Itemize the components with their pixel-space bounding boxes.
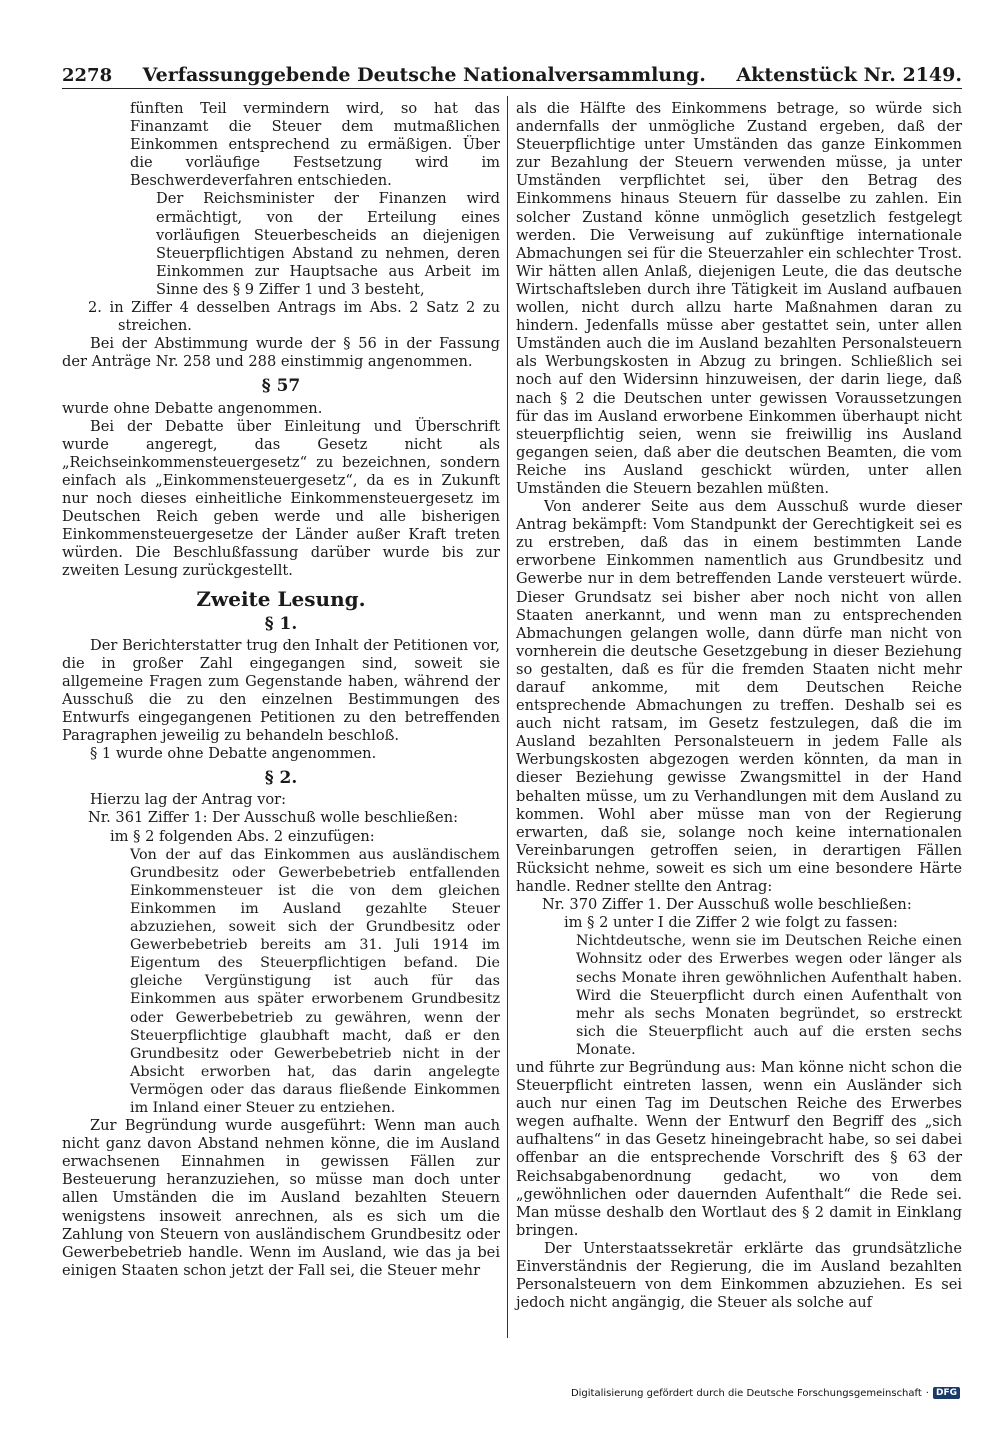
paragraph: fünften Teil vermindern wird, so hat das Finanzamt die Steuer dem mutmaßlichen Einkommen entsprechend zu ermäßigen. Über die vorläufige Festsetzung wird im Beschwerdeverfahren entschieden. — [130, 100, 500, 190]
paragraph: und führte zur Begründung aus: Man könne nicht schon die Steuerpflicht eintreten lassen, wenn ein Ausländer sich auch nur einen Tag im Deutschen Reiche des Erwerbes wegen aufhalte. Wenn der Entwurf den Begriff des „sich aufhaltens“ in das Gesetz hineingebracht habe, so sei dabei offenbar an die entsprechende Vorschrift des § 63 der Reichsabgabenordnung gedacht, wo von dem „gewöhnlichen oder dauernden Aufenthalt“ die Rede sei. Man müsse deshalb den Wortlaut des § 2 damit in Einklang bringen. — [516, 1058, 962, 1239]
section-heading: § 2. — [264, 768, 298, 789]
paragraph: § 1 wurde ohne Debatte angenommen. — [90, 745, 377, 763]
column-divider — [507, 96, 508, 1338]
quoted-text: Nichtdeutsche, wenn sie im Deutschen Reiche einen Wohnsitz oder des Erwerbes wegen oder länger als sechs Monate ihren gewöhnlichen Aufenthalt haben. Wird die Steuerpflicht durch einen Aufenthalt von mehr als sechs Monaten begründet, so erstreckt sich die Steuerpflicht auch auf die ersten sechs Monate. — [576, 933, 962, 1058]
list-item: 2. in Ziffer 4 desselben Antrags im Abs. 2 Satz 2 zu streichen. — [88, 299, 500, 335]
motion-line: Nr. 361 Ziffer 1: Der Ausschuß wolle beschließen: — [88, 809, 459, 827]
paragraph: Bei der Abstimmung wurde der § 56 in der Fassung der Anträge Nr. 258 und 288 einstimmig angenommen. — [62, 335, 500, 371]
section-heading: § 57 — [261, 376, 301, 397]
motion-line: im § 2 unter I die Ziffer 2 wie folgt zu fassen: — [564, 914, 898, 932]
motion-line: Nr. 370 Ziffer 1. Der Ausschuß wolle beschließen: — [542, 896, 912, 914]
header-rule — [62, 88, 962, 89]
paragraph: Bei der Debatte über Einleitung und Überschrift wurde angeregt, das Gesetz nicht als „Reichseinkommensteuergesetz“ zu bezeichnen, sondern einfach als „Einkommensteuergesetz“, da es in Zukunft nur noch dieses einheitliche Einkommensteuergesetz im Deutschen Reich geben werde und alle bisherigen Einkommensteuergesetze der Länder außer Kraft treten würden. Die Beschlußfassung darüber wurde bis zur zweiten Lesung zurückgestellt. — [62, 417, 500, 580]
motion-line: im § 2 folgenden Abs. 2 einzufügen: — [110, 827, 375, 845]
credit-text: Digitalisierung gefördert durch die Deutsche Forschungsgemeinschaft — [570, 1387, 922, 1399]
page-number: 2278 — [62, 65, 113, 86]
paragraph: Von anderer Seite aus dem Ausschuß wurde dieser Antrag bekämpft: Vom Standpunkt der Gerechtigkeit sei es zu erstreben, daß das in einem bestimmten Lande erworbene Einkommen namentlich aus Grundbesitz und Gewerbe nur in dem betreffenden Lande versteuert würde. Dieser Grundsatz sei bisher aber noch nicht von allen Staaten anerkannt, und wenn man zu entsprechenden Abmachungen gelangen wolle, dann dürfe man nicht von vornherein die deutsche Gesetzgebung in dieser Beziehung so gestalten, daß es für die fremden Staaten nicht mehr darauf ankomme, mit dem Deutschen Reiche entsprechende Abmachungen zu treffen. Deshalb sei es auch nicht ratsam, im Gesetz festzulegen, daß die im Ausland bezahlten Personalsteuern in jedem Falle als Werbungskosten abgezogen werden könnten, da man in dieser Beziehung gewisse Zwangsmittel in der Hand behalten müsse, um zu Verhandlungen mit dem Ausland zu kommen. Wohl aber müsse man von der Regierung erwarten, daß sie, solange noch keine internationalen Vereinbarungen getroffen seien, in derartigen Fällen Rücksicht nehme, soweit es sich um eine besondere Härte handle. Redner stellte den Antrag: — [516, 498, 962, 896]
paragraph: wurde ohne Debatte angenommen. — [62, 399, 323, 417]
paragraph: Hierzu lag der Antrag vor: — [90, 791, 287, 809]
left-column — [62, 100, 500, 1280]
paragraph: als die Hälfte des Einkommens betrage, so würde sich andernfalls der unmögliche Zustand ergeben, daß der Steuerpflichtige unter Umständen das ganze Einkommen zur Bezahlung der Steuern verwenden müsse, ja unter Umständen verpflichtet sei, über den Betrag des Einkommens hinaus Steuern für dasselbe zu zahlen. Ein solcher Zustand könne unmöglich gesetzlich festgelegt werden. Die Verweisung auf zukünftige internationale Abmachungen sei für die Steuerzahler ein schlechter Trost. Wir hätten allen Anlaß, diejenigen Leute, die das deutsche Wirtschaftsleben durch ihre Tätigkeit im Ausland aufbauen wollen, nicht durch allzu harte Maßnahmen daran zu hindern. Jedenfalls müsse aber gestattet sein, unter allen Umständen auch die im Ausland bezahlten Personalsteuern als Werbungskosten in Abzug zu bringen. Schließlich sei noch auf den Widersinn hinzuweisen, der darin liege, daß nach § 2 die Deutschen unter gewissen Voraussetzungen für das im Ausland erworbene Einkommen überhaupt nicht steuerpflichtig seien, wenn sie freiwillig ins Ausland gegangen seien, daß aber die deutschen Beamten, die vom Reiche ins Ausland geschickt würden, unter allen Umständen die Steuern bezahlen müßten. — [516, 100, 962, 497]
paragraph: Zur Begründung wurde ausgeführt: Wenn man auch nicht ganz davon Abstand nehmen könne, die im Ausland erwachsenen Einnahmen in gewissen Fällen zur Besteuerung heranzuziehen, so müsse man doch unter allen Umständen die im Ausland bezahlten Steuern wenigstens insoweit anrechnen, als es sich um die Zahlung von Steuern von ausländischem Grundbesitz oder Gewerbebetrieb handle. Wenn im Ausland, wie das ja bei einigen Staaten schon jetzt der Fall sei, die Steuer mehr — [62, 1117, 500, 1279]
chapter-heading: Zweite Lesung. — [196, 587, 366, 612]
paragraph: Der Unterstaatssekretär erklärte das grundsätzliche Einverständnis der Regierung, die im Ausland bezahlten Personalsteuern von dem Einkommen abzuziehen. Es sei jedoch nicht angängig, die Steuer als solche auf — [516, 1239, 962, 1312]
paragraph: Der Berichterstatter trug den Inhalt der Petitionen vor, die in großer Zahl eingegangen sind, soweit sie allgemeine Fragen zum Gegenstande haben, während der Ausschuß die zu den einzelnen Bestimmungen des Entwurfs eingegangenen Petitionen zu den betreffenden Paragraphen jeweilig zu behandeln beschloß. — [62, 636, 500, 745]
section-heading: § 1. — [264, 613, 298, 634]
quoted-text: Von der auf das Einkommen aus ausländischem Grundbesitz oder Gewerbebetrieb entfallenden Einkommensteuer ist die von dem gleichen Einkommen im Ausland gezahlte Steuer abzuziehen, soweit sich der Grundbesitz oder Gewerbebetrieb bereits am 31. Juli 1914 im Eigentum des Steuerpflichtigen befand. Die gleiche Vergünstigung ist auch für das Einkommen aus später erworbenem Grundbesitz oder Gewerbebetrieb zu gewähren, wenn der Steuerpflichtige glaubhaft macht, daß er den Grundbesitz oder Gewerbebetrieb nicht in der Absicht erworben hat, das darin angelegte Vermögen oder das daraus fließende Einkommen im Inland einer Steuer zu entziehen. — [130, 846, 500, 1116]
running-title: Verfassunggebende Deutsche Nationalversammlung. — [142, 64, 706, 86]
page-header — [62, 62, 962, 86]
paragraph: Der Reichsminister der Finanzen wird ermächtigt, von der Erteilung eines vorläufigen Steuerbescheids an diejenigen Steuerpflichtigen Abstand zu nehmen, deren Einkommen zur Hauptsache aus Arbeit im Sinne des § 9 Ziffer 1 und 3 besteht, — [156, 190, 500, 298]
right-column — [516, 100, 962, 1312]
dfg-logo-icon: DFG — [933, 1387, 960, 1399]
document-reference: Aktenstück Nr. 2149. — [736, 64, 962, 86]
digitization-credit: Digitalisierung gefördert durch die Deutsche Forschungsgemeinschaft · DFG — [571, 1387, 960, 1399]
